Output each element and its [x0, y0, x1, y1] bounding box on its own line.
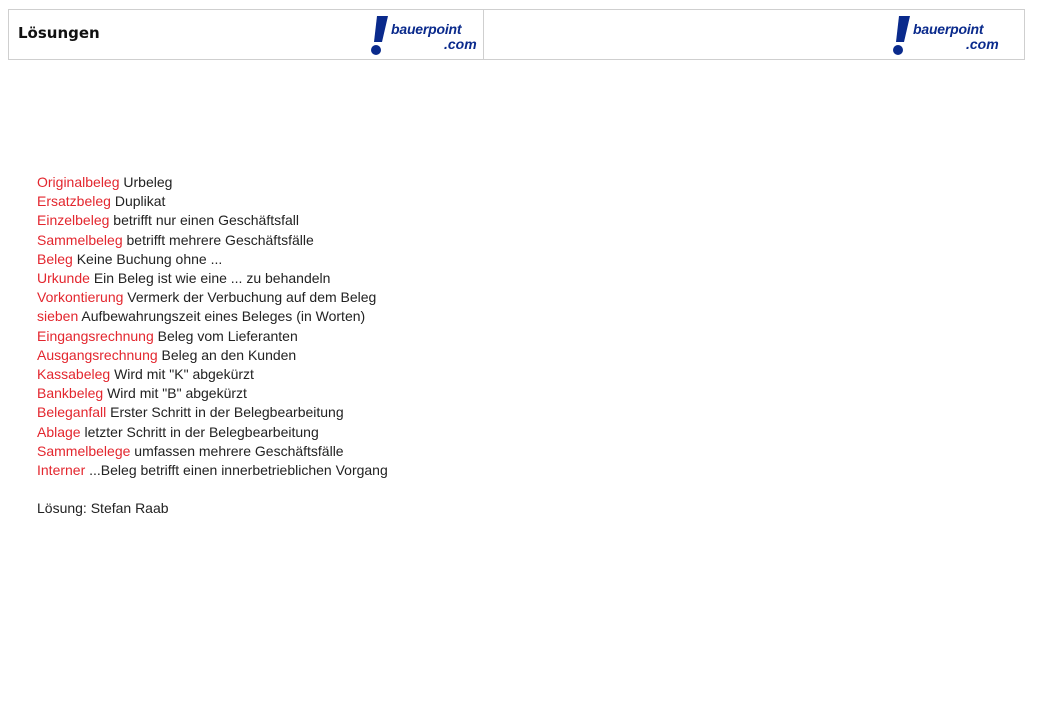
clue-text: Wird mit "B" abgekürzt: [107, 385, 247, 402]
list-item: [37, 403, 388, 422]
clue-text: Urbeleg: [123, 174, 173, 190]
list-item: [37, 423, 388, 442]
logo-brand-text: bauerpoint: [391, 21, 462, 37]
header-right-cell: [484, 10, 1024, 59]
list-item: [37, 327, 388, 346]
answer-term: Ausgangsrechnung: [37, 346, 158, 363]
exclamation-logo-icon: [889, 12, 915, 58]
answer-term: Originalbeleg: [37, 174, 120, 190]
list-item: [37, 346, 388, 365]
logo-domain-text: .com: [966, 36, 999, 52]
header-left-cell: [9, 10, 484, 59]
answer-term: Beleg: [37, 250, 73, 267]
answer-term: Kassabeleg: [37, 366, 111, 383]
bauerpoint-logo-right: [889, 12, 1009, 58]
answer-term: sieben: [37, 308, 79, 325]
solution-line: Lösung: Stefan Raab: [37, 500, 169, 517]
clue-text: ...Beleg betrifft einen innerbetrieblichen Vorgang: [89, 462, 388, 479]
clue-text: umfassen mehrere Geschäftsfälle: [134, 442, 344, 459]
clue-text: betrifft nur einen Geschäftsfall: [113, 212, 300, 229]
list-item: [37, 211, 388, 230]
clue-text: Ein Beleg ist wie eine ... zu behandeln: [93, 270, 331, 287]
spacer: [37, 480, 388, 499]
list-item: [37, 288, 388, 307]
list-item: [37, 365, 388, 384]
answer-term: Urkunde: [37, 270, 90, 287]
list-item: [37, 384, 388, 403]
list-item: [37, 250, 388, 269]
answer-term: Einzelbeleg: [37, 212, 110, 229]
answer-term: Sammelbelege: [37, 442, 131, 459]
clue-text: Duplikat: [114, 193, 166, 210]
list-item: [37, 269, 388, 288]
answer-term: Interner: [37, 462, 86, 479]
list-item: [37, 192, 388, 211]
clue-text: Erster Schritt in der Belegbearbeitung: [110, 404, 344, 421]
answer-term: Ersatzbeleg: [37, 193, 111, 210]
answer-term: Beleganfall: [37, 404, 107, 421]
clue-text: Keine Buchung ohne ...: [76, 250, 223, 267]
clue-text: Beleg vom Lieferanten: [157, 327, 298, 344]
clue-text: betrifft mehrere Geschäftsfälle: [126, 231, 314, 248]
answer-term: Sammelbeleg: [37, 231, 123, 248]
clue-text: Aufbewahrungszeit eines Beleges (in Worten): [81, 308, 366, 325]
logo-domain-text: .com: [444, 36, 477, 52]
clue-text: Wird mit "K" abgekürzt: [114, 366, 254, 383]
list-item: [37, 442, 388, 461]
list-item: [37, 173, 388, 192]
list-item: [37, 307, 388, 326]
list-item: [37, 231, 388, 250]
header-bar: [8, 9, 1025, 60]
clue-text: Beleg an den Kunden: [161, 346, 297, 363]
solution-list: [37, 173, 388, 518]
answer-term: Vorkontierung: [37, 289, 124, 306]
page-title: Lösungen: [18, 24, 100, 42]
bauerpoint-logo-left: [367, 12, 487, 58]
list-item: [37, 461, 388, 480]
exclamation-logo-icon: [367, 12, 393, 58]
clue-text: Vermerk der Verbuchung auf dem Beleg: [127, 289, 377, 306]
answer-term: Eingangsrechnung: [37, 327, 154, 344]
answer-term: Ablage: [37, 423, 81, 440]
logo-brand-text: bauerpoint: [913, 21, 984, 37]
answer-term: Bankbeleg: [37, 385, 104, 402]
clue-text: letzter Schritt in der Belegbearbeitung: [84, 423, 319, 440]
